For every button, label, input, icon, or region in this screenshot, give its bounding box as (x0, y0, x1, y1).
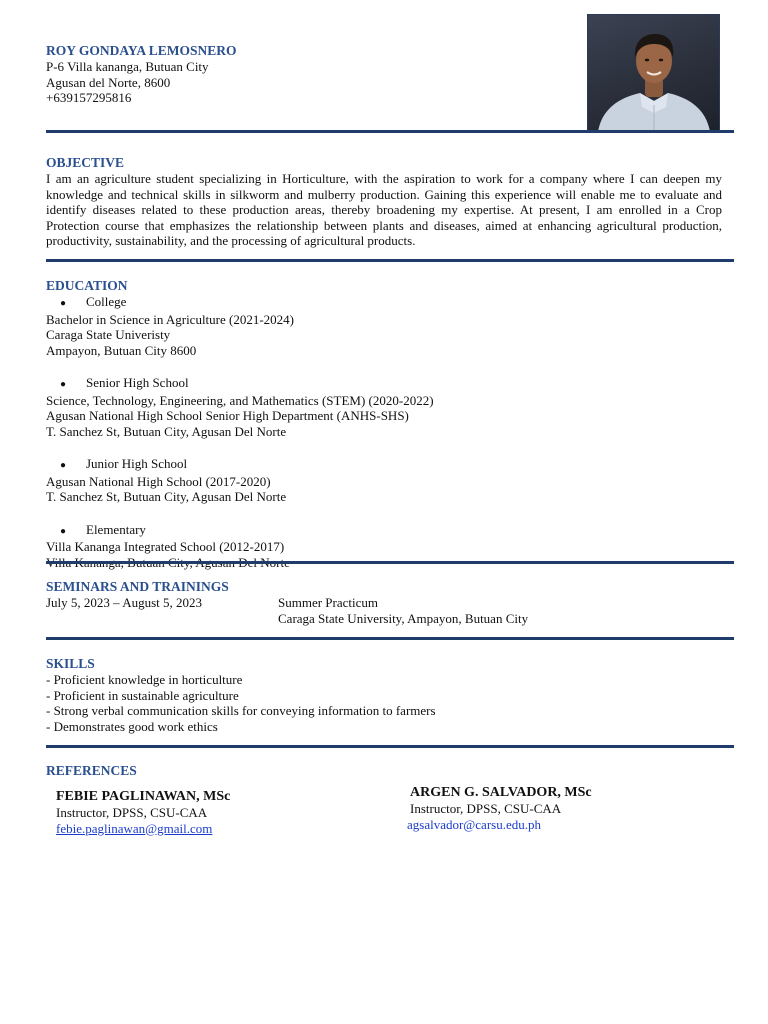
contact-header (46, 43, 237, 106)
education-entry (46, 294, 722, 358)
seminar-entry (46, 595, 722, 626)
reference-name: FEBIE PAGLINAWAN, MSc (56, 789, 231, 804)
profile-photo (587, 14, 720, 131)
education-level: Senior High School (86, 375, 189, 390)
skill-item: - Proficient in sustainable agriculture (46, 687, 239, 703)
section-divider (46, 561, 734, 564)
bullet-icon: ● (60, 379, 67, 390)
education-line: Villa Kananga Integrated School (2012-2017) (46, 539, 285, 554)
reference-name: ARGEN G. SALVADOR, MSc (410, 785, 592, 800)
applicant-name: ROY GONDAYA LEMOSNERO (46, 43, 237, 58)
skill-item: - Proficient knowledge in horticulture (46, 672, 243, 687)
section-divider (46, 637, 734, 640)
education-line: Ampayon, Butuan City 8600 (46, 342, 197, 358)
bullet-icon: ● (60, 460, 67, 471)
objective-section (46, 155, 722, 249)
education-line: Agusan National High School Senior High Department (ANHS-SHS) (46, 408, 409, 423)
reference-position: Instructor, DPSS, CSU-CAA (56, 805, 208, 820)
education-entry (46, 456, 722, 505)
phone-number: +639157295816 (46, 90, 132, 105)
bullet-icon: ● (60, 525, 67, 537)
education-line: Caraga State Univeristy (46, 327, 171, 342)
objective-heading: OBJECTIVE (46, 155, 125, 170)
person-portrait-icon (588, 15, 720, 131)
seminar-event: Summer Practicum (278, 595, 379, 610)
section-divider (46, 130, 734, 133)
reference-email-link[interactable]: agsalvador@carsu.edu.ph (407, 816, 541, 832)
reference-entry (56, 788, 230, 836)
reference-entry (407, 784, 592, 832)
seminars-heading: SEMINARS AND TRAININGS (46, 579, 229, 594)
education-level: Elementary (86, 521, 146, 537)
bullet-icon: ● (60, 298, 67, 309)
section-divider (46, 259, 734, 262)
education-heading: EDUCATION (46, 278, 128, 293)
skill-item: - Strong verbal communication skills for conveying information to farmers (46, 703, 436, 718)
education-level: College (86, 294, 127, 309)
education-line: Bachelor in Science in Agriculture (2021-2024) (46, 311, 295, 327)
references-section (46, 763, 722, 779)
references-heading: REFERENCES (46, 763, 137, 778)
address-line-2: Agusan del Norte, 8600 (46, 74, 171, 90)
education-line: T. Sanchez St, Butuan City, Agusan Del Norte (46, 423, 287, 439)
seminar-date: July 5, 2023 – August 5, 2023 (46, 595, 203, 610)
education-section (46, 278, 722, 587)
skills-section (46, 656, 722, 734)
skill-item: - Demonstrates good work ethics (46, 718, 218, 734)
seminar-location: Caraga State University, Ampayon, Butuan City (278, 610, 529, 626)
reference-position: Instructor, DPSS, CSU-CAA (410, 801, 562, 816)
education-line: Science, Technology, Engineering, and Mathematics (STEM) (2020-2022) (46, 392, 434, 408)
skills-heading: SKILLS (46, 656, 95, 671)
address-line-1: P-6 Villa kananga, Butuan City (46, 59, 209, 74)
seminars-section (46, 579, 722, 626)
education-level: Junior High School (86, 456, 188, 471)
education-line: Agusan National High School (2017-2020) (46, 473, 271, 489)
section-divider (46, 745, 734, 748)
reference-email-link[interactable]: febie.paglinawan@gmail.com (56, 820, 213, 836)
education-line: T. Sanchez St, Butuan City, Agusan Del Norte (46, 489, 287, 504)
objective-text: I am an agriculture student specializing in Horticulture, with the aspiration to work for a company where I can deepen my knowledge and technical skills in silkworm and mulberry production. Gaining this experience will enable me to evaluate and identify diseases related to these production areas, thereby broadening my expertise. At present, I am enrolled in a Crop Protection course that emphasizes the relationship between plants and diseases, aimed at enhancing agricultural production, productivity, sustainability, and the processing of agricultural products. (46, 171, 722, 248)
education-entry (46, 375, 722, 439)
